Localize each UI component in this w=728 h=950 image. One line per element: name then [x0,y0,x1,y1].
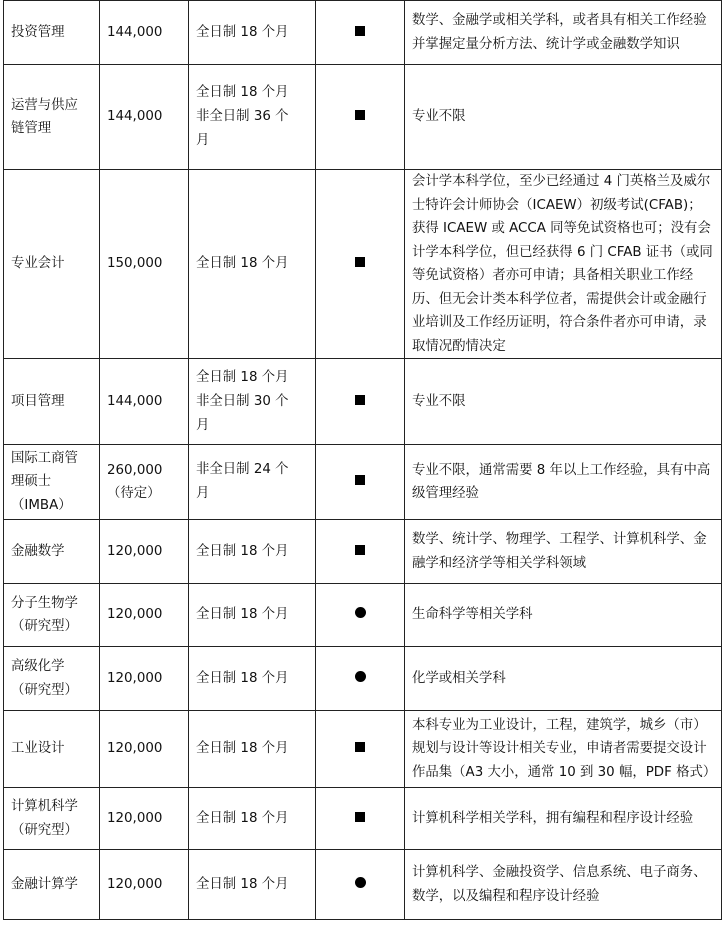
requirement-cell: 计算机科学相关学科，拥有编程和程序设计经验 [405,788,722,850]
filled-square-icon [355,26,365,36]
table-row [4,520,722,584]
tuition-cell [100,1,189,65]
program-name-cell [4,65,100,170]
fee-line: 120,000 [107,810,163,826]
program-name-cell [4,584,100,647]
program-name-cell [4,359,100,445]
fee-line: 120,000 [107,607,163,623]
name-line: （研究型） [11,682,78,698]
filled-circle-icon [355,671,366,682]
fee-line: 260,000 [107,462,163,478]
requirement-cell: 计算机科学、金融投资学、信息系统、电子商务、数学，以及编程和程序设计经验 [405,850,722,920]
requirement-cell: 本科专业为工业设计，工程，建筑学，城乡（市）规划与设计等设计相关专业，申请者需要提交设计作品集（A3 大小，通常 10 到 30 幅，PDF 格式） [405,711,722,788]
table-row [4,445,722,520]
requirement-cell: 数学、统计学、物理学、工程学、计算机科学、金融学和经济学等相关学科领域 [405,520,722,584]
mark-cell [316,584,405,647]
study-mode-cell [189,584,316,647]
fee-line: （待定） [107,486,161,501]
mode-line: 月 [196,133,210,148]
fee-line: 120,000 [107,670,163,686]
requirement-cell: 化学或相关学科 [405,647,722,711]
fee-line: 144,000 [107,393,163,409]
filled-square-icon [355,812,365,822]
mode-line: 全日制 18 个月 [196,876,289,892]
table-row [4,711,722,788]
mode-line: 非全日制 24 个 [196,462,289,477]
mode-line: 全日制 18 个月 [196,670,289,686]
name-line: 工业设计 [11,741,65,757]
fee-line: 120,000 [107,876,163,892]
tuition-cell [100,65,189,170]
name-line: （IMBA） [11,497,72,513]
table-row [4,1,722,65]
filled-square-icon [355,110,365,120]
mode-line: 全日制 18 个月 [196,741,289,756]
study-mode-cell [189,445,316,520]
program-name-cell [4,170,100,359]
mode-line: 月 [196,486,210,501]
mark-cell [316,359,405,445]
program-name-cell [4,1,100,65]
fee-line: 150,000 [107,256,163,272]
table-row [4,584,722,647]
study-mode-cell [189,520,316,584]
name-line: 运营与供应 [11,97,78,113]
mark-cell [316,445,405,520]
mode-line: 全日制 18 个月 [196,256,289,271]
study-mode-cell [189,65,316,170]
mode-line: 全日制 18 个月 [196,24,289,40]
program-name-cell [4,445,100,520]
filled-circle-icon [355,877,366,888]
filled-square-icon [355,257,365,267]
table-row [4,788,722,850]
mode-line: 全日制 18 个月 [196,369,289,385]
tuition-cell [100,788,189,850]
name-line: 金融计算学 [11,876,78,892]
tuition-cell [100,520,189,584]
study-mode-cell [189,788,316,850]
study-mode-cell [189,850,316,920]
fee-line: 144,000 [107,24,163,40]
program-name-cell [4,788,100,850]
tuition-cell [100,584,189,647]
tuition-cell [100,850,189,920]
name-line: 高级化学 [11,659,65,674]
requirement-cell: 数学、金融学或相关学科，或者具有相关工作经验并掌握定量分析方法、统计学或金融数学知识 [405,1,722,65]
name-line: 理硕士 [11,474,52,490]
mode-line: 全日制 18 个月 [196,85,289,100]
mark-cell [316,1,405,65]
requirement-cell: 专业不限 [405,359,722,445]
requirement-cell: 生命科学等相关学科 [405,584,722,647]
table-row [4,170,722,359]
name-line: （研究型） [11,822,78,838]
program-name-cell [4,850,100,920]
requirement-cell: 专业不限，通常需要 8 年以上工作经验，具有中高级管理经验 [405,445,722,520]
mode-line: 全日制 18 个月 [196,607,289,622]
requirement-cell: 专业不限 [405,65,722,170]
program-name-cell [4,520,100,584]
program-name-cell [4,647,100,711]
requirement-cell: 会计学本科学位，至少已经通过 4 门英格兰及威尔士特许会计师协会（ICAEW）初级考试(CFAB)；获得 ICAEW 或 ACCA 同等免试资格也可；没有会计学本科学位，但已经获得 6 门 CFAB 证书（或同等免试资格）者亦可申请；具备相关职业工作经历、但无会计类本科学位者，需提供会计或金融行业培训及工作经历证明，符合条件者亦可申请，录取情况酌情决定 [405,170,722,359]
mode-line: 月 [196,417,210,433]
tuition-cell [100,647,189,711]
study-mode-cell [189,170,316,359]
study-mode-cell [189,711,316,788]
mode-line: 非全日制 30 个 [196,393,289,409]
fee-line: 144,000 [107,109,163,125]
name-line: 分子生物学 [11,595,78,611]
mark-cell [316,170,405,359]
tuition-cell [100,445,189,520]
mode-line: 非全日制 36 个 [196,109,289,124]
name-line: 专业会计 [11,256,65,272]
tuition-cell [100,170,189,359]
programs-table [3,0,722,920]
filled-square-icon [355,475,365,485]
table-row [4,647,722,711]
mode-line: 全日制 18 个月 [196,810,289,826]
name-line: （研究型） [11,619,78,634]
tuition-cell [100,359,189,445]
program-name-cell [4,711,100,788]
name-line: 项目管理 [11,393,65,409]
mark-cell [316,788,405,850]
mark-cell [316,647,405,711]
name-line: 金融数学 [11,543,65,559]
tuition-cell [100,711,189,788]
name-line: 投资管理 [11,24,65,40]
mode-line: 全日制 18 个月 [196,543,289,559]
table-row [4,850,722,920]
name-line: 计算机科学 [11,799,78,814]
mark-cell [316,711,405,788]
table-row [4,359,722,445]
fee-line: 120,000 [107,543,163,559]
filled-circle-icon [355,607,366,618]
name-line: 链管理 [11,121,52,136]
study-mode-cell [189,359,316,445]
mark-cell [316,65,405,170]
table-row [4,65,722,170]
name-line: 国际工商管 [11,450,78,466]
fee-line: 120,000 [107,741,163,757]
mark-cell [316,520,405,584]
study-mode-cell [189,647,316,711]
filled-square-icon [355,395,365,405]
filled-square-icon [355,545,365,555]
filled-square-icon [355,742,365,752]
mark-cell [316,850,405,920]
study-mode-cell [189,1,316,65]
